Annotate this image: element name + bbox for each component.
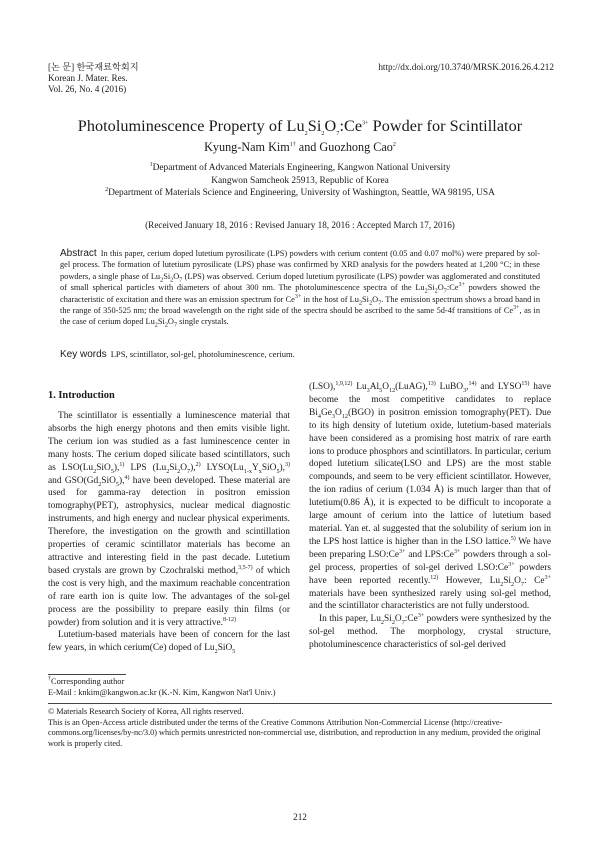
- keywords-label: Key words: [60, 349, 107, 360]
- footnote-divider: [48, 674, 126, 675]
- affiliation-2: $^2$Department of Materials Science and Engineering, University of Washington, Seattle, WA 98195, USA: [105, 186, 495, 198]
- body-column-left: [48, 410, 290, 655]
- license-text: This is an Open-Access article distributed under the terms of the Creative Commons Attribution Non-Commercial License (http://creative-commons.org/licenses/by-nc/3.0) which permits unrestricted non-commercial use, distribution, and reproduction in any medium, provided the original work is properly cited.: [48, 717, 541, 748]
- corresponding-email: E-Mail : knkim@kangwon.ac.kr (K.-N. Kim, Kangwon Nat'l Univ.): [48, 688, 276, 697]
- journal-korean-name: [논 문] 한국재료학회지: [48, 62, 139, 72]
- doi-link[interactable]: http://dx.doi.org/10.3740/MRSK.2016.26.4.212: [378, 62, 554, 72]
- license-notice: [48, 707, 552, 749]
- license-divider: [48, 703, 552, 704]
- received-dates: (Received January 18, 2016 : Revised January 18, 2016 : Accepted March 17, 2016): [145, 220, 455, 230]
- keywords: Key words LPS, scintillator, sol-gel, photoluminescence, cerium.: [60, 349, 295, 360]
- author-list: Kyung-Nam Kim$^{1\dagger}$ and Guozhong Cao$^2$: [204, 140, 396, 154]
- abstract: Abstract In this paper, cerium doped lutetium pyrosilicate (LPS) powders with cerium content (0.05 and 0.07 mol%) were prepared by sol-gel process. The formation of lutetium pyrosilicate (LPS) phase was confirmed by XRD analysis for the powders heated at 1,200 °C; in these powders, a single phase of $Lu_2Si_2O_7$ (LPS) was observed. Cerium doped lutetium pyrosilicate (LPS) powder was agglomerated and constituted of small spherical particles with diameters of about 300 nm. The photoluminescence spectra of the $Lu_2Si_2O_7:Ce^{3+}$ powders showed the characteristic of excitation and there was an emission spectrum for $Ce^{3+}$ in the host of $Lu_2Si_2O_7$. The emission spectrum shows a broad band in the range of 350-525 nm; the broad wavelength on the right side of the spectra should be ascribed to the same 5d-4f transitions of $Ce^{3+}$, as in the case of cerium doped $Lu_2Si_2O_7$ single crystals.: [60, 248, 541, 330]
- paragraph: (LSO),$^{1,9,12)}$ $Lu_3Al_5O_{12}(LuAG),^{13)}$ LuBO$_3$,$^{14)}$ and LYSO$^{15)}$ have become the most competitive candidates to replace $Bi_4Ge_3O_{12}(BGO)$ in positron emission tomography(PET). Due to its high density of lutetium oxide, lutetium-based materials have been considered as a promising host matrix of rare earth ions to produce phosphors and scintillators. In particular, cerium doped lutetium silicate(LSO and LPS) are the most stable compounds, and seem to be very efficient scintillator. However, the ion radius of cerium (1.034 Å) is much larger than that of lutetium(0.86 Å), it is expected to be difficult to incoporate a large amount of cerium into the lattice of lutetium based material. Yan et. al suggested that the solubility of serium ion in the LPS host lattice is higher than in the LSO lattice.$^{5)}$ We have been preparing $LSO:Ce^{3+}$ and $LPS:Ce^{3+}$ powders through a sol-gel process, properties of sol-gel derived $LSO:Ce^{3+}$ powders have been reported recently.$^{12)}$ However, $Lu_2Si_2O_7$: $Ce^{3+}$ materials have been synthesized rarely using sol-gel method, and the scintillator characteristics are not fully understood.: [309, 380, 551, 612]
- paragraph: In this paper, $Lu_2Si_2O_7:Ce^{3+}$ powders were synthesized by the sol-gel method. The morphology, crystal structure, photoluminescence characteristics of sol-gel derived: [309, 613, 552, 651]
- corresponding-author: †Corresponding author: [48, 676, 125, 686]
- journal-abbrev: Korean J. Mater. Res.: [48, 73, 128, 83]
- section-heading-introduction: 1. Introduction: [48, 390, 115, 401]
- footnote: [48, 676, 276, 698]
- affiliations: [0, 162, 600, 200]
- journal-info: [48, 62, 139, 95]
- paper-title: Photoluminescence Property of $Lu_2Si_2O_7:Ce^{3+}$ Powder for Scintillator: [77, 117, 523, 138]
- abstract-label: Abstract: [60, 248, 97, 259]
- journal-volume: Vol. 26, No. 4 (2016): [48, 84, 127, 94]
- affiliation-1-address: Kangwon Samcheok 25913, Republic of Korea: [211, 175, 389, 186]
- affiliation-1: $^1$Department of Advanced Materials Engineering, Kangwon National University: [149, 161, 451, 173]
- paragraph: The scintillator is essentially a luminescence material that absorbs the high energy photons and then emits visible light. The cerium ion was studied as a fast luminescence center in many hosts. The cerium doped silicate based scintillators, such as $LSO(Lu_2SiO_5),^{1)}$ LPS $(Lu_2Si_2O_7),^{2)}$ $LYSO(Lu_{1-x}Y_xSiO_5),^{3)}$ and $GSO(Gd_2SiO_5),^{4)}$ have been developed. These material are used for gamma-ray detection in positron emission tomography(PET), astrophysics, nuclear medical diagnostic instruments, and high energy and nuclear physical experiments. Therefore, the investigation on the growth and scintillation properties of ceramic scintillator materials has become an attractive and interesting field in the past decade. Lutetium based crystals are grown by Czochralski method,$^{3,5-7)}$ of which the cost is very high, and the maximum reachable concentration of rare earth ion is quite low. The advantages of the sol-gel process are the possibility to prepare easily thin films (or powder) from solution and it is very attractive.$^{8-12)}$: [48, 411, 291, 628]
- copyright-line: © Materials Research Society of Korea, All rights reserved.: [48, 707, 244, 716]
- page-number: 212: [293, 812, 307, 822]
- body-column-right: [309, 381, 551, 652]
- paragraph: Lutetium-based materials have been of concern for the last few years, in which cerium(Ce) doped of $Lu_2SiO_5$: [48, 630, 290, 656]
